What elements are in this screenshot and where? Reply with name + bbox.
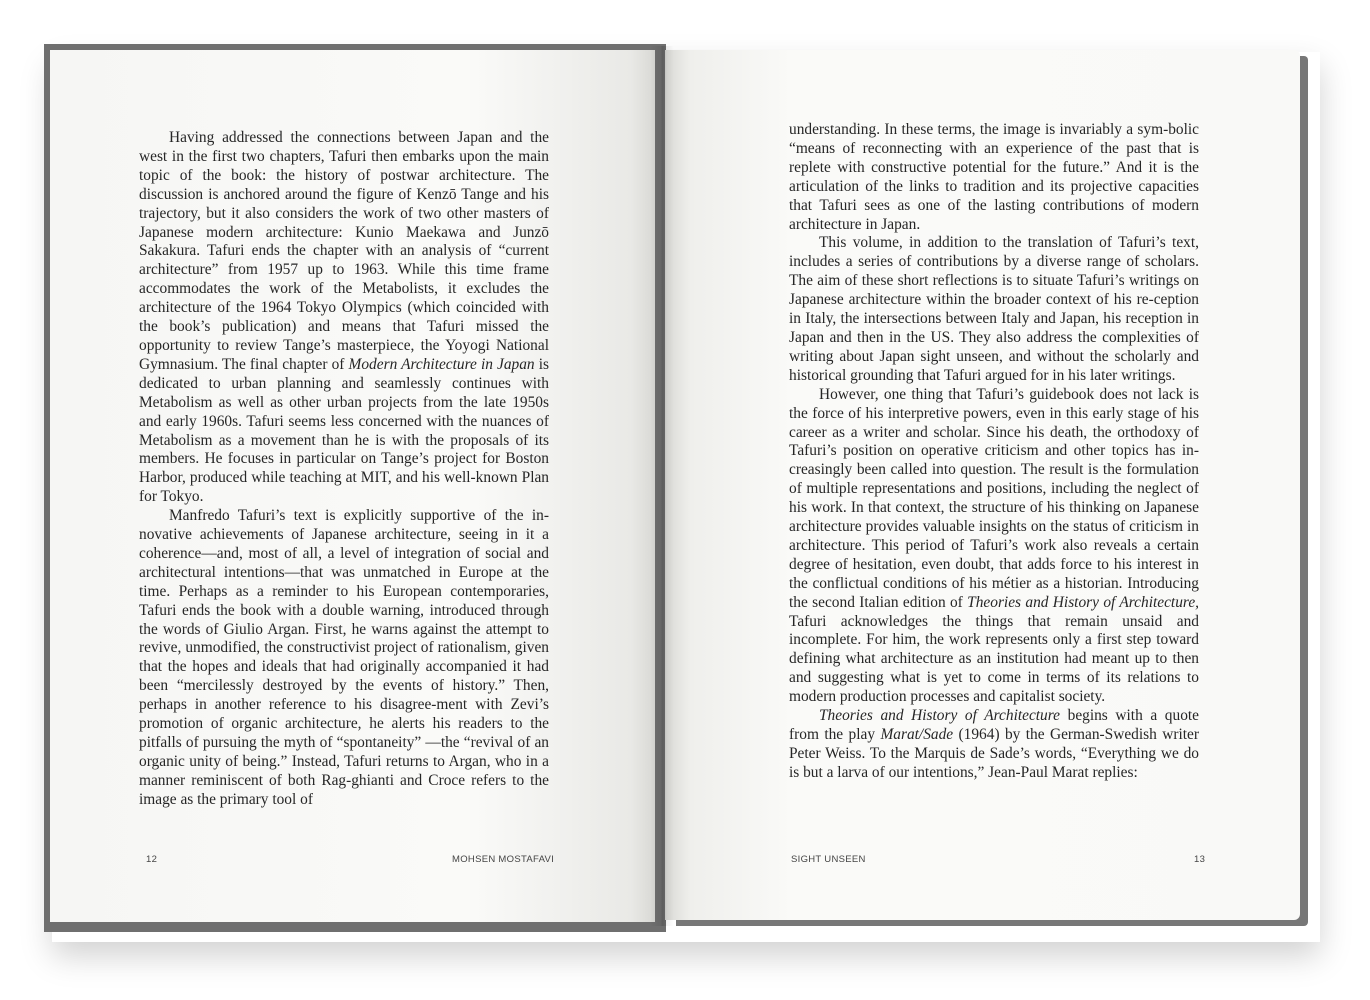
paragraph (789, 121, 1199, 234)
paragraph (789, 386, 1199, 707)
paragraph-text: understanding. In these terms, the image is invariably a sym-bolic “means of reconnecting with an experience of the past that is replete with constructive potential for the future.” And it is the articulation of the links to tradition and its projective capacities that Tafuri sees as one of the lasting contributions of modern architecture in Japan. (789, 121, 1199, 233)
paragraph-text: However, one thing that Tafuri’s guidebook does not lack is the force of his interpretive powers, even in this early stage of his career as a writer and scholar. Since his death, the orthodoxy of Tafuri’s position on operative criticism and other topics has in-creasingly been called into question. The result is the formulation of multiple representations and positions, including the neglect of his work. In that context, the structure of his thinking on Japanese architecture provides valuable insights on the status of criticism in architecture. This period of Tafuri’s work also reveals a certain degree of hesitation, even doubt, that adds force to his interest in the conflictual conditions of his métier as a historian. Introducing the second Italian edition of (789, 385, 1199, 611)
paragraph (139, 129, 549, 507)
right-page (665, 50, 1300, 920)
left-page (50, 50, 655, 922)
right-page-number: 13 (1194, 854, 1206, 865)
italic-title-text: Modern Architecture in Japan (348, 355, 535, 373)
right-page-body (789, 121, 1199, 783)
paragraph-text: Having addressed the connections between Japan and the west in the first two chapters, Tafuri then embarks upon the main topic of the book: the history of postwar architecture. The discussion is anchored around the figure of Kenzō Tange and his trajectory, but it also considers the work of two other masters of Japanese modern architecture: Kunio Maekawa and Junzō Sakakura. Tafuri ends the chapter with an analysis of “current architecture” from 1957 up to 1963. While this time frame accommodates the work of the Metabolists, it excludes the architecture of the 1964 Tokyo Olympics (which coincided with the book’s publication) and means that Tafuri missed the opportunity to review Tange’s masterpiece, the Yoyogi National Gymnasium. The final chapter of (139, 129, 549, 373)
book-gutter (650, 46, 674, 926)
paragraph-text: (1964) by the German-Swedish writer Peter Weiss. To the Marquis de Sade’s words, “Everything we do is but a larva of our intentions,” Jean-Paul Marat replies: (789, 726, 1199, 781)
paragraph (789, 707, 1199, 783)
left-page-number: 12 (146, 854, 158, 865)
left-page-body (139, 129, 549, 810)
right-running-head: SIGHT UNSEEN (791, 854, 866, 865)
paragraph-text: This volume, in addition to the translation of Tafuri’s text, includes a series of contributions by a diverse range of scholars. The aim of these short reflections is to situate Tafuri’s writings on Japanese architecture within the broader context of his re-ception in Italy, the intersections between Italy and Japan, his reception in Japan and then in the US. They also address the complexities of writing about Japan sight unseen, and without the scholarly and historical grounding that Tafuri argued for in his later writings. (789, 234, 1199, 384)
italic-title-text: Marat/Sade (880, 726, 954, 743)
paragraph-text: Tafuri acknowledges the things that remain unsaid and incomplete. For him, the work represents only a first step toward defining what architecture as an institution had meant up to then and suggesting what is yet to come in terms of its relations to modern production processes and capitalist society. (789, 612, 1199, 706)
paragraph-text: begins with a quote from the play (789, 707, 1199, 743)
italic-title-text: Theories and History of Architecture, (967, 593, 1199, 611)
italic-title-text: Theories and History of Architecture (819, 707, 1061, 725)
paragraph (789, 234, 1199, 385)
paragraph (139, 507, 549, 810)
paragraph-text: Manfredo Tafuri’s text is explicitly supportive of the in-novative achievements of Japanese architecture, seeing in it a coherence—and, most of all, a level of integration of social and architectural intentions—that was unmatched in Europe at the time. Perhaps as a reminder to his European contemporaries, Tafuri ends the book with a double warning, introduced through the words of Giulio Argan. First, he warns against the attempt to revive, unmodified, the constructivist project of rationalism, given that the hopes and ideals that had originally accompanied it had been “mercilessly destroyed by the events of history.” Then, perhaps in another reference to his disagree-ment with Zevi’s promotion of organic architecture, he alerts his readers to the pitfalls of pursuing the myth of “spontaneity” —the “revival of an organic unity of being.” Instead, Tafuri returns to Argan, who in a manner reminiscent of both Rag-ghianti and Croce refers to the image as the primary tool of (139, 507, 549, 808)
paragraph-text: is dedicated to urban planning and seamlessly continues with Metabolism as well as other urban projects from the late 1950s and early 1960s. Tafuri seems less concerned with the nuances of Metabolism as a movement than he is with the proposals of its members. He focuses in particular on Tange’s project for Boston Harbor, produced while teaching at MIT, and his well-known Plan for Tokyo. (139, 355, 550, 506)
left-running-head: MOHSEN MOSTAFAVI (452, 854, 555, 865)
